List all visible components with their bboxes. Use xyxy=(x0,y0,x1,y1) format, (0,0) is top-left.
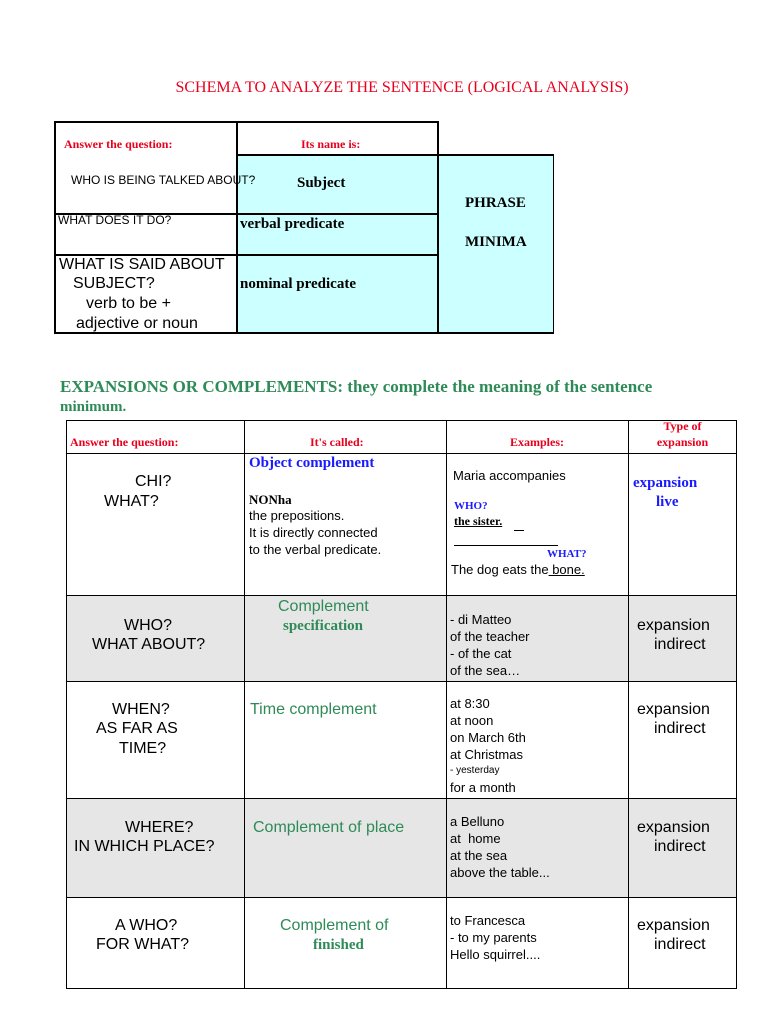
row5-name-line2: finished xyxy=(313,937,364,953)
row4-question-line2: IN WHICH PLACE? xyxy=(74,838,215,855)
row2-example-line1: - di Matteo xyxy=(450,612,512,627)
row1-example-what: WHAT? xyxy=(547,548,587,560)
row1-example-line3-text: The dog eats the xyxy=(451,562,549,577)
row3-example-line6: for a month xyxy=(450,780,516,795)
row3-type-line1: expansion xyxy=(637,701,710,718)
row1-example-underline xyxy=(514,530,524,531)
row2-name-line1: Complement xyxy=(278,598,369,615)
table1-header-name: Its name is: xyxy=(301,137,361,151)
row1-note-line3: It is directly connected xyxy=(249,525,378,540)
row2-example-line3: - of the cat xyxy=(450,646,512,661)
row1-type-line2: live xyxy=(656,494,679,510)
table2-header-question: Answer the question: xyxy=(70,435,179,449)
row3-type-line2: indirect xyxy=(654,720,706,737)
row4-example-line3: at the sea xyxy=(450,848,508,863)
page-title: SCHEMA TO ANALYZE THE SENTENCE (LOGICAL ANALYSIS) xyxy=(175,79,629,96)
row5-name-line1: Complement of xyxy=(280,917,389,934)
row4-name: Complement of place xyxy=(253,819,405,836)
row1-note-line2: the prepositions. xyxy=(249,508,345,523)
row1-example-line1: Maria accompanies xyxy=(453,468,566,483)
row3-question-line3: TIME? xyxy=(119,740,167,757)
row3-question-line2: AS FAR AS xyxy=(96,720,178,737)
table1-row3-question-line2: SUBJECT? xyxy=(73,275,155,292)
row1-type-line1: expansion xyxy=(633,475,698,491)
row4-example-line1: a Belluno xyxy=(450,814,505,829)
row4-question-line1: WHERE? xyxy=(125,819,194,836)
row5-example-line1: to Francesca xyxy=(450,913,526,928)
row1-note-line1: NONha xyxy=(249,492,292,507)
section-title-line2: minimum. xyxy=(60,399,127,415)
row2-example-line2: of the teacher xyxy=(450,629,530,644)
table1-row1-name: Subject xyxy=(297,175,346,191)
row3-question-line1: WHEN? xyxy=(112,701,170,718)
table1-row3-question-line4: adjective or noun xyxy=(76,315,198,332)
row1-note-line4: to the verbal predicate. xyxy=(249,542,382,557)
table2-header-type-line2: expansion xyxy=(656,435,709,449)
row1-example-line3-end: bone. xyxy=(548,562,585,577)
row5-question-line2: FOR WHAT? xyxy=(96,936,190,953)
row1-example-who: WHO? xyxy=(454,500,488,512)
table2-header-called: It's called: xyxy=(310,435,364,449)
row3-example-line3: on March 6th xyxy=(450,730,526,745)
table2-header-examples: Examples: xyxy=(510,435,564,449)
table1-row3-question-line1: WHAT IS SAID ABOUT xyxy=(59,256,225,273)
table1-row3-name: nominal predicate xyxy=(240,276,356,292)
row5-question-line1: A WHO? xyxy=(115,917,178,934)
row3-example-line1: at 8:30 xyxy=(450,696,490,711)
row2-example-line4: of the sea… xyxy=(450,663,521,678)
row2-question-line1: WHO? xyxy=(124,617,172,634)
row4-type-line1: expansion xyxy=(637,819,710,836)
table1-row1-question: WHO IS BEING TALKED ABOUT? xyxy=(71,173,256,187)
row2-type-line2: indirect xyxy=(654,636,706,653)
row1-question-line2: WHAT? xyxy=(104,493,159,510)
row2-type-line1: expansion xyxy=(637,617,710,634)
row4-example-line4: above the table... xyxy=(450,865,550,880)
row1-example-line3 xyxy=(451,563,585,578)
row5-type-line1: expansion xyxy=(637,917,710,934)
row2-question-line2: WHAT ABOUT? xyxy=(92,636,206,653)
phrase-minima-line1: PHRASE xyxy=(465,195,526,211)
table1-row2-name: verbal predicate xyxy=(240,216,345,232)
row1-name: Object complement xyxy=(249,455,375,471)
table1-row2-question: WHAT DOES IT DO? xyxy=(58,213,172,227)
row4-example-line2: at home xyxy=(450,831,501,846)
table1-row3-question-line3: verb to be + xyxy=(86,295,171,312)
row5-type-line2: indirect xyxy=(654,936,706,953)
table2-header-type-line1: Type of xyxy=(663,419,702,433)
row5-example-line2: - to my parents xyxy=(450,930,537,945)
row1-example-line2: the sister. xyxy=(454,514,503,528)
row3-name: Time complement xyxy=(250,701,377,718)
row1-question-line1: CHI? xyxy=(135,473,172,490)
row5-example-line3: Hello squirrel.... xyxy=(450,947,541,962)
row3-example-line2: at noon xyxy=(450,713,494,728)
row2-name-line2: specification xyxy=(283,618,363,634)
table1-header-question: Answer the question: xyxy=(64,137,173,151)
row3-example-line4: at Christmas xyxy=(450,747,523,762)
phrase-minima-line2: MINIMA xyxy=(465,234,527,250)
row4-type-line2: indirect xyxy=(654,838,706,855)
section-title-line1: EXPANSIONS OR COMPLEMENTS: they complete the meaning of the sentence xyxy=(60,377,653,396)
row3-example-line5: - yesterday xyxy=(450,765,500,776)
row1-example-blank-line xyxy=(454,545,558,546)
